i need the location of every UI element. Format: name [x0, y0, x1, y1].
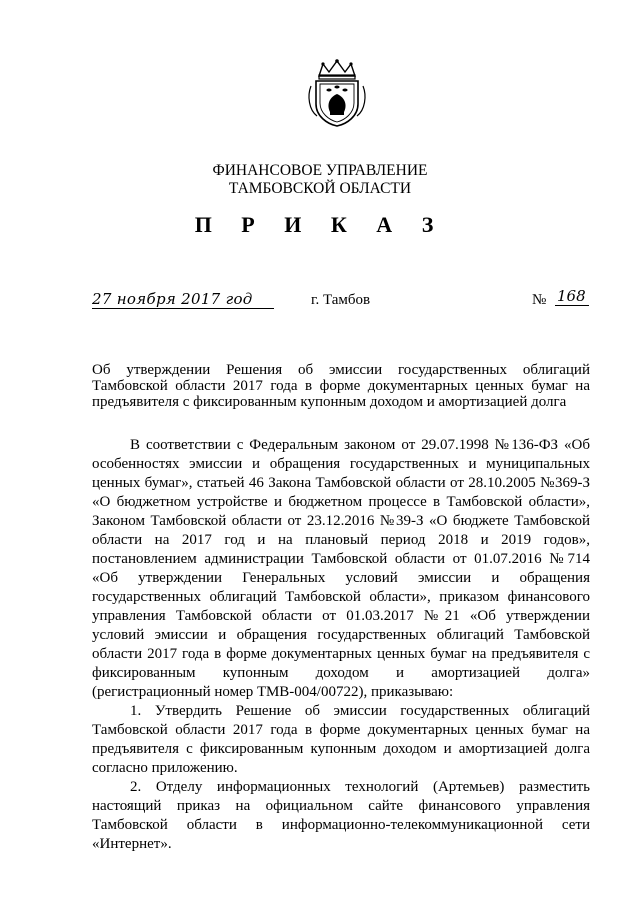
date-underline	[92, 308, 274, 309]
number-label: №	[532, 292, 547, 308]
document-subject: Об утверждении Решения об эмиссии государственных облигаций Тамбовской области 2017 года в форме документарных ценных бумаг на предъявителя с фиксированным купонным доходом и амортизацией долга	[92, 362, 590, 410]
document-type-title: П Р И К А З	[194, 212, 446, 237]
handwritten-number: 168	[557, 287, 586, 305]
preamble-paragraph: В соответствии с Федеральным законом от 29.07.1998 №136-ФЗ «Об особенностях эмиссии и обращения государственных и муниципальных ценных бумаг», статьей 46 Закона Тамбовской области от 28.10.2005 №369-З «О бюджетном устройстве и бюджетном процессе в Тамбовской области», Законом Тамбовской области от 23.12.2016 №39-З «О бюджете Тамбовской области на 2017 год и на плановый период 2018 и 2019 годов», постановлением администрации Тамбовской области от 01.07.2016 №714 «Об утверждении Генеральных условий эмиссии и обращения государственных облигаций Тамбовской области», приказом финансового управления Тамбовской области от 01.03.2017 №21 «Об утверждении условий эмиссии и обращения государственных облигаций Тамбовской области 2017 года в форме документарных ценных бумаг на предъявителя с фиксированным купонным доходом и амортизацией долга» (регистрационный номер ТМВ-004/00722), приказываю:	[92, 437, 590, 700]
number-underline	[555, 305, 589, 306]
handwritten-date: 27 ноября 2017 год	[92, 290, 253, 308]
order-item-2: 2. Отделу информационных технологий (Артемьев) разместить настоящий приказ на официальном сайте финансового управления Тамбовской области в информационно-телекоммуникационной сети «Интернет».	[92, 779, 590, 852]
document-city: г. Тамбов	[311, 292, 371, 308]
document-number-field	[555, 285, 589, 309]
order-item-1: 1. Утвердить Решение об эмиссии государственных облигаций Тамбовской области 2017 года в форме документарных ценных бумаг на предъявителя с фиксированным купонным доходом и амортизацией долга согласно приложению.	[92, 703, 590, 776]
organization-name: ФИНАНСОВОЕ УПРАВЛЕНИЕ	[212, 162, 428, 179]
document-date-field	[92, 288, 274, 312]
organization-region: ТАМБОВСКОЙ ОБЛАСТИ	[228, 180, 412, 197]
document-body	[92, 436, 590, 854]
coat-of-arms-icon	[301, 56, 373, 128]
